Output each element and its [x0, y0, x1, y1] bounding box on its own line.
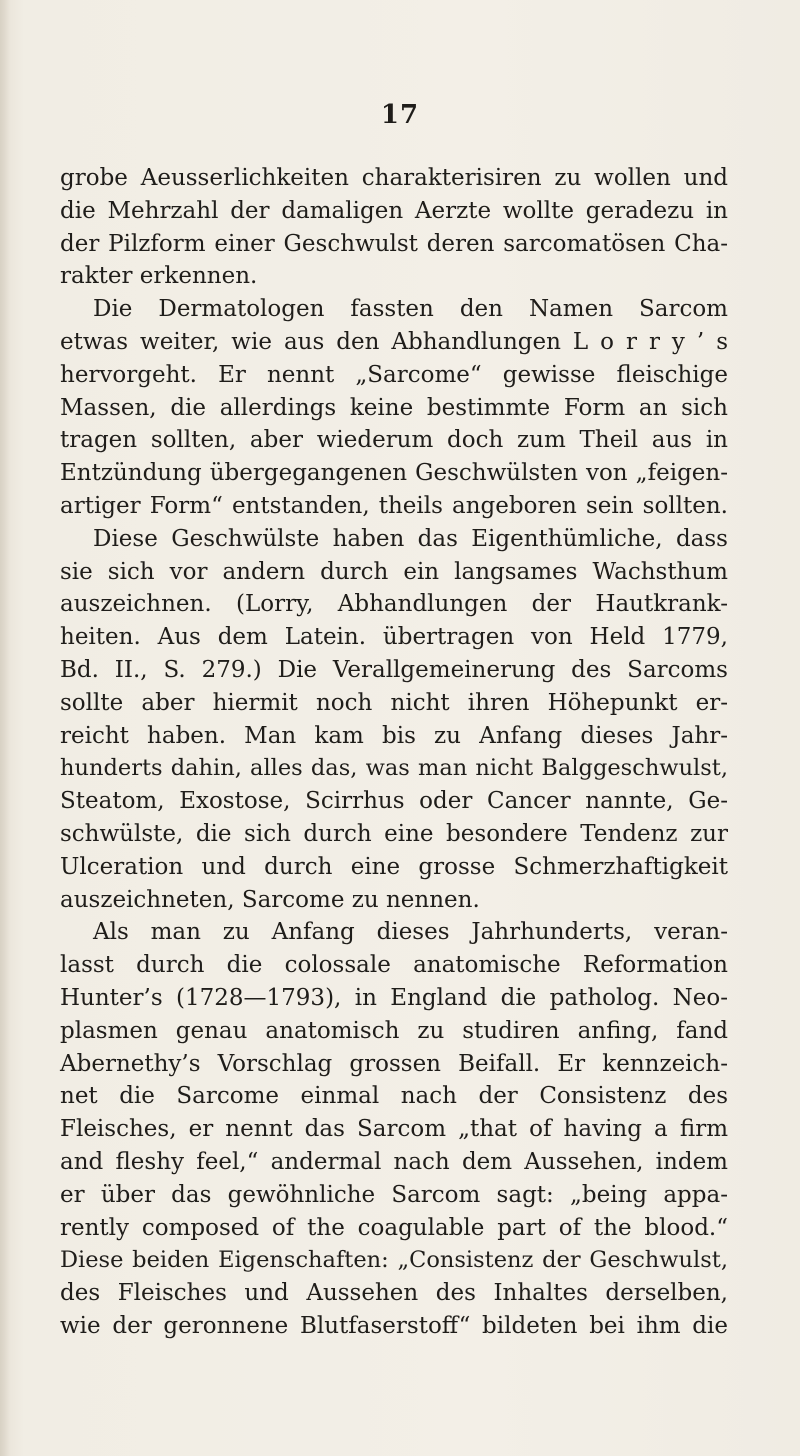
text-line: Fleisches, er nennt das Sarcom „that of having a firm	[60, 1116, 728, 1143]
text-line: wie der geronnene Blutfaserstoff“ bildeten bei ihm die	[60, 1312, 728, 1339]
text-line: sollte aber hiermit noch nicht ihren Höhepunkt er-	[60, 689, 728, 716]
text-line: heiten. Aus dem Latein. übertragen von Held 1779,	[60, 624, 728, 651]
text-line: auszeichnen. (Lorry, Abhandlungen der Hautkrank-	[60, 591, 728, 618]
page-gutter-shadow	[0, 0, 10, 1456]
text-line: etwas weiter, wie aus den Abhandlungen L o r r y ’ s	[60, 328, 728, 355]
text-line: die Mehrzahl der damaligen Aerzte wollte geradezu in	[60, 197, 728, 224]
text-line: Die Dermatologen fassten den Namen Sarcom	[93, 296, 728, 323]
text-line: Als man zu Anfang dieses Jahrhunderts, veran-	[93, 919, 728, 946]
text-line: schwülste, die sich durch eine besondere Tendenz zur	[60, 820, 728, 847]
text-line: lasst durch die colossale anatomische Reformation	[60, 952, 728, 979]
text-line: Steatom, Exostose, Scirrhus oder Cancer nannte, Ge-	[60, 788, 728, 815]
text-line: Diese beiden Eigenschaften: „Consistenz der Geschwulst,	[60, 1247, 728, 1274]
body-text	[60, 162, 728, 1343]
text-line: grobe Aeusserlichkeiten charakterisiren zu wollen und	[60, 165, 728, 191]
text-line: auszeichneten, Sarcome zu nennen.	[60, 886, 480, 913]
text-line: Diese Geschwülste haben das Eigenthümliche, dass	[93, 525, 728, 552]
text-line: hunderts dahin, alles das, was man nicht Balggeschwulst,	[60, 755, 728, 782]
text-line: Abernethy’s Vorschlag grossen Beifall. Er kennzeich-	[60, 1050, 728, 1077]
page-number: 17	[380, 100, 420, 130]
text-line: reicht haben. Man kam bis zu Anfang dieses Jahr-	[60, 722, 728, 749]
text-line: er über das gewöhnliche Sarcom sagt: „being appa-	[60, 1181, 728, 1208]
text-line: Hunter’s (1728—1793), in England die patholog. Neo-	[60, 984, 728, 1011]
text-line: hervorgeht. Er nennt „Sarcome“ gewisse fleischige	[60, 361, 728, 388]
text-line: artiger Form“ entstanden, theils angeboren sein sollten.	[60, 492, 728, 519]
text-line: plasmen genau anatomisch zu studiren anfing, fand	[60, 1017, 728, 1044]
text-line: net die Sarcome einmal nach der Consistenz des	[60, 1083, 728, 1110]
text-line: des Fleisches und Aussehen des Inhaltes derselben,	[60, 1280, 728, 1307]
text-line: Ulceration und durch eine grosse Schmerzhaftigkeit	[60, 853, 728, 880]
text-line: sie sich vor andern durch ein langsames Wachsthum	[60, 558, 728, 585]
text-line: Bd. II., S. 279.) Die Verallgemeinerung des Sarcoms	[60, 656, 728, 683]
text-line: and fleshy feel,“ andermal nach dem Aussehen, indem	[60, 1148, 728, 1175]
text-line: der Pilzform einer Geschwulst deren sarcomatösen Cha-	[60, 230, 728, 257]
text-line: rently composed of the coagulable part of the blood.“	[60, 1214, 728, 1241]
text-line: Entzündung übergegangenen Geschwülsten von „feigen-	[60, 460, 728, 487]
text-line: tragen sollten, aber wiederum doch zum Theil aus in	[60, 427, 728, 454]
text-line: Massen, die allerdings keine bestimmte Form an sich	[60, 394, 728, 421]
text-line: rakter erkennen.	[60, 263, 258, 290]
